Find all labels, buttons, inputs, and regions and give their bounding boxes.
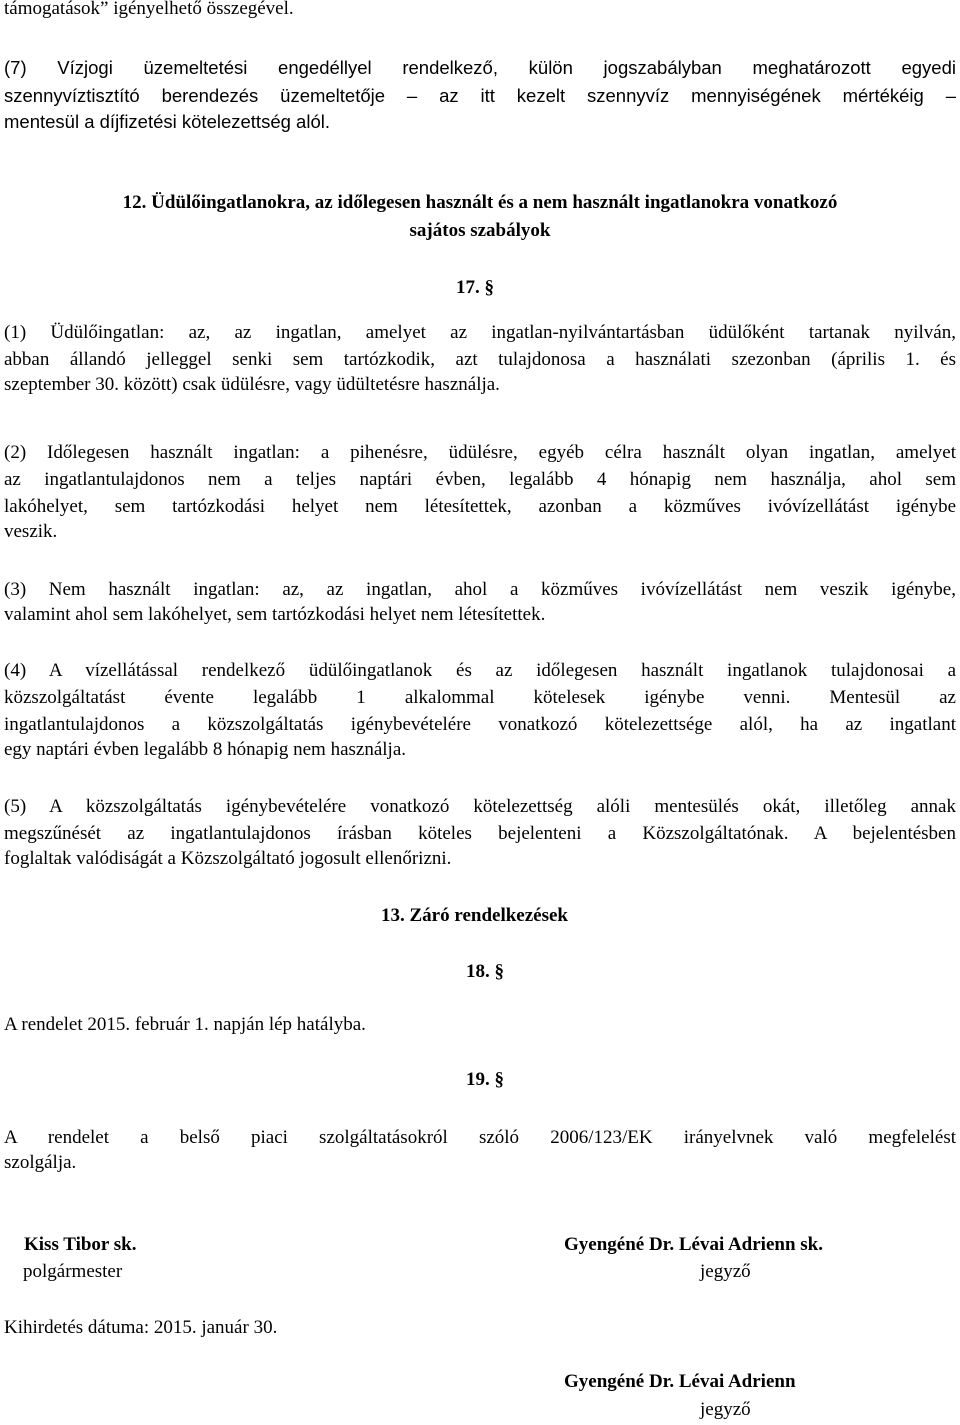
notary-name-bottom: Gyengéné Dr. Lévai Adrienn bbox=[564, 1371, 796, 1392]
par17-2-line-3: lakóhelyet, sem tartózkodási helyet nem létesítettek, azonban a közműves ivóvízellátást igénybe bbox=[4, 496, 956, 517]
par17-4-line-1: (4) A vízellátással rendelkező üdülőingatlanok és az időlegesen használt ingatlanok tulajdonosai a bbox=[4, 660, 956, 681]
continuation-text: támogatások” igényelhető összegével. bbox=[4, 0, 294, 19]
par17-5-line-3: foglaltak valódiságát a Közszolgáltató jogosult ellenőrizni. bbox=[4, 848, 452, 869]
notary-name: Gyengéné Dr. Lévai Adrienn sk. bbox=[564, 1234, 823, 1255]
par17-3-line-2: valamint ahol sem lakóhelyet, sem tartózkodási helyet nem létesítettek. bbox=[4, 604, 546, 625]
par17-1-line-2: abban állandó jelleggel senki sem tartózkodik, azt tulajdonosa a használati szezonban (április 1. és bbox=[4, 349, 956, 370]
section-17-heading: 17. § bbox=[456, 277, 494, 298]
mayor-name: Kiss Tibor sk. bbox=[24, 1234, 137, 1255]
par17-2-line-1: (2) Időlegesen használt ingatlan: a pihenésre, üdülésre, egyéb célra használt olyan ingatlan, amelyet bbox=[4, 442, 956, 463]
notary-title: jegyző bbox=[700, 1261, 751, 1282]
chapter-13-title: 13. Záró rendelkezések bbox=[381, 905, 568, 926]
paragraph-7-line-2: szennyvíztisztító berendezés üzemeltetője – az itt kezelt szennyvíz mennyiségének mértékéig – bbox=[4, 85, 956, 106]
par17-4-line-2: közszolgáltatást évente legalább 1 alkalommal kötelesek igénybe venni. Mentesül az bbox=[4, 687, 956, 708]
section-19-text-line-2: szolgálja. bbox=[4, 1152, 77, 1173]
par17-4-line-3: ingatlantulajdonos a közszolgáltatás igénybevételére vonatkozó kötelezettsége alól, ha az ingatlant bbox=[4, 714, 956, 735]
par17-4-line-4: egy naptári évben legalább 8 hónapig nem használja. bbox=[4, 739, 407, 760]
section-18-text: A rendelet 2015. február 1. napján lép hatályba. bbox=[4, 1014, 366, 1035]
paragraph-7-line-1: (7) Vízjogi üzemeltetési engedéllyel rendelkező, külön jogszabályban meghatározott egyedi bbox=[4, 57, 956, 78]
par17-5-line-2: megszűnését az ingatlantulajdonos írásban köteles bejelenteni a Közszolgáltatónak. A bejelentésben bbox=[4, 823, 956, 844]
par17-3-line-1: (3) Nem használt ingatlan: az, az ingatlan, ahol a közműves ivóvízellátást nem veszik igénybe, bbox=[4, 579, 956, 600]
par17-1-line-3: szeptember 30. között) csak üdülésre, vagy üdültetésre használja. bbox=[4, 374, 500, 395]
chapter-12-title-line-2: sajátos szabályok bbox=[409, 220, 551, 241]
mayor-title: polgármester bbox=[23, 1261, 123, 1282]
chapter-12-title-line-1: 12. Üdülőingatlanokra, az időlegesen használt és a nem használt ingatlanokra vonatkozó bbox=[122, 192, 838, 213]
section-19-heading: 19. § bbox=[466, 1069, 504, 1090]
par17-2-line-4: veszik. bbox=[4, 521, 58, 542]
section-19-text-line-1: A rendelet a belső piaci szolgáltatásokról szóló 2006/123/EK irányelvnek való megfelelést bbox=[4, 1127, 956, 1148]
par17-2-line-2: az ingatlantulajdonos nem a teljes naptári évben, legalább 4 hónapig nem használja, ahol sem bbox=[4, 469, 956, 490]
notary-title-bottom: jegyző bbox=[700, 1399, 751, 1420]
par17-5-line-1: (5) A közszolgáltatás igénybevételére vonatkozó kötelezettség alóli mentesülés okát, illetőleg annak bbox=[4, 796, 956, 817]
paragraph-7-line-3: mentesül a díjfizetési kötelezettség alól. bbox=[4, 111, 330, 132]
promulgation-date: Kihirdetés dátuma: 2015. január 30. bbox=[4, 1317, 278, 1338]
par17-1-line-1: (1) Üdülőingatlan: az, az ingatlan, amelyet az ingatlan-nyilvántartásban üdülőként tartanak nyilván, bbox=[4, 322, 956, 343]
section-18-heading: 18. § bbox=[466, 961, 504, 982]
